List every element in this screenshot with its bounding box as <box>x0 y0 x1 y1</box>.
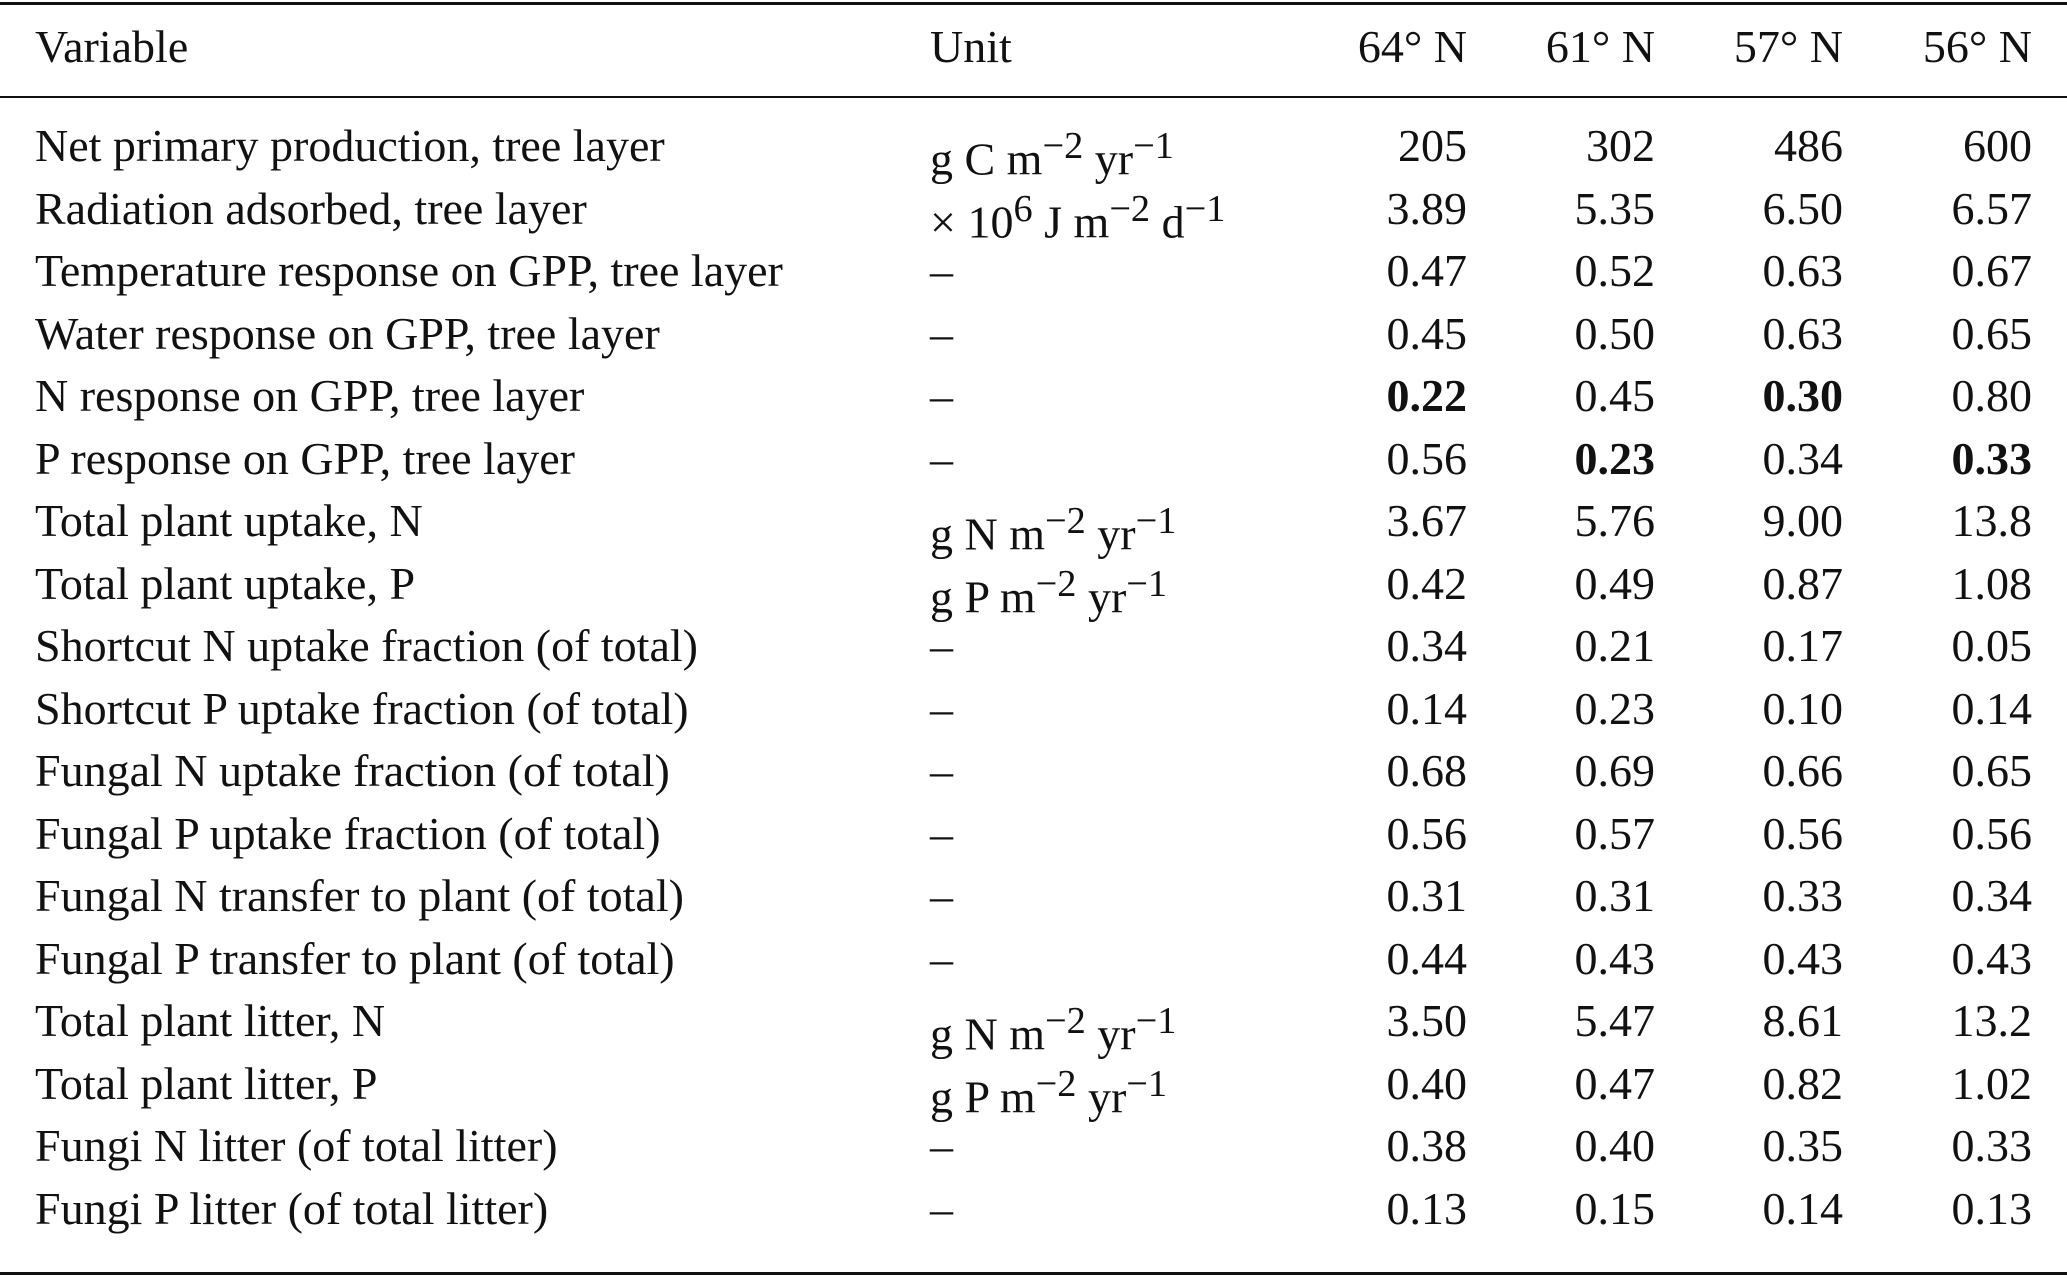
value-cell: 0.40 <box>1574 1120 1655 1171</box>
variable-cell: Total plant litter, P <box>35 1058 378 1109</box>
variable-cell: Total plant litter, N <box>35 995 386 1046</box>
value-cell: 0.65 <box>1951 745 2032 796</box>
value-cell: 0.49 <box>1574 558 1655 609</box>
value-cell: 0.17 <box>1762 620 1843 671</box>
table-row <box>0 241 2067 301</box>
header-site-57n: 57° N <box>1733 21 1843 72</box>
value-cell: 0.47 <box>1386 245 1467 296</box>
value-cell: 0.40 <box>1386 1058 1467 1109</box>
value-cell: 0.14 <box>1386 683 1467 734</box>
value-cell: 0.43 <box>1574 933 1655 984</box>
value-cell: 0.47 <box>1574 1058 1655 1109</box>
value-cell: 5.47 <box>1574 995 1655 1046</box>
value-cell: 0.31 <box>1386 870 1467 921</box>
header-rule <box>0 96 2067 98</box>
value-cell: 0.43 <box>1951 933 2032 984</box>
header-site-56n: 56° N <box>1922 21 2032 72</box>
unit-exponent: −1 <box>1133 125 1174 167</box>
unit-cell <box>930 616 953 676</box>
variable-cell: Fungi N litter (of total litter) <box>35 1120 558 1171</box>
value-cell: 0.34 <box>1762 433 1843 484</box>
unit-text: yr <box>1085 1008 1136 1060</box>
unit-cell <box>930 1054 1168 1123</box>
unit-text: g P m <box>930 1071 1036 1123</box>
table-row <box>0 991 2067 1060</box>
unit-text: g N m <box>930 508 1045 560</box>
value-cell: 8.61 <box>1762 995 1843 1046</box>
unit-cell <box>930 741 953 801</box>
top-rule <box>0 2 2067 5</box>
table-row <box>0 1179 2067 1239</box>
unit-exponent: −2 <box>1035 563 1077 605</box>
table-row <box>0 366 2067 426</box>
value-cell: 0.67 <box>1951 245 2032 296</box>
value-cell: 6.50 <box>1762 183 1843 234</box>
unit-text: – <box>930 933 953 984</box>
unit-cell <box>930 179 1226 248</box>
unit-text: yr <box>1076 1071 1127 1123</box>
unit-exponent: −1 <box>1135 1000 1177 1042</box>
header-site-61n: 61° N <box>1545 21 1655 72</box>
unit-text: g N m <box>930 1008 1045 1060</box>
value-cell: 1.08 <box>1951 558 2032 609</box>
header-site-64n: 64° N <box>1357 21 1467 72</box>
variable-cell: Shortcut N uptake fraction (of total) <box>35 620 698 671</box>
value-cell: 0.13 <box>1951 1183 2032 1234</box>
value-cell: 600 <box>1963 120 2032 171</box>
value-cell: 0.23 <box>1574 433 1655 484</box>
value-cell: 0.33 <box>1762 870 1843 921</box>
value-cell: 0.57 <box>1574 808 1655 859</box>
table-row <box>0 679 2067 739</box>
table-row <box>0 116 2067 185</box>
value-cell: 1.02 <box>1951 1058 2032 1109</box>
variable-cell: P response on GPP, tree layer <box>35 433 575 484</box>
value-cell: 3.89 <box>1386 183 1467 234</box>
variable-cell: Fungal N transfer to plant (of total) <box>35 870 684 921</box>
value-cell: 0.63 <box>1762 308 1843 359</box>
unit-text: yr <box>1085 508 1136 560</box>
table-row <box>0 804 2067 864</box>
value-cell: 302 <box>1586 120 1655 171</box>
table-row <box>0 1116 2067 1176</box>
unit-text: – <box>930 245 953 296</box>
value-cell: 3.50 <box>1386 995 1467 1046</box>
unit-cell <box>930 1116 953 1176</box>
variable-cell: Net primary production, tree layer <box>35 120 665 171</box>
unit-text: – <box>930 870 953 921</box>
value-cell: 0.56 <box>1386 433 1467 484</box>
value-cell: 0.22 <box>1386 370 1467 421</box>
variable-cell: Fungi P litter (of total litter) <box>35 1183 549 1234</box>
value-cell: 0.14 <box>1951 683 2032 734</box>
unit-exponent: −1 <box>1184 188 1226 230</box>
value-cell: 0.82 <box>1762 1058 1843 1109</box>
value-cell: 0.42 <box>1386 558 1467 609</box>
unit-cell <box>930 679 953 739</box>
table-row <box>0 491 2067 560</box>
value-cell: 0.65 <box>1951 308 2032 359</box>
unit-text: J m <box>1032 196 1110 248</box>
unit-cell <box>930 304 953 364</box>
value-cell: 0.66 <box>1762 745 1843 796</box>
unit-text: – <box>930 370 953 421</box>
unit-exponent: −2 <box>1035 1063 1077 1105</box>
value-cell: 0.56 <box>1762 808 1843 859</box>
table-row <box>0 741 2067 801</box>
value-cell: 0.13 <box>1386 1183 1467 1234</box>
unit-cell <box>930 929 953 989</box>
value-cell: 0.23 <box>1574 683 1655 734</box>
unit-cell <box>930 991 1177 1060</box>
unit-text: – <box>930 808 953 859</box>
value-cell: 0.31 <box>1574 870 1655 921</box>
variable-cell: Fungal N uptake fraction (of total) <box>35 745 670 796</box>
value-cell: 0.34 <box>1386 620 1467 671</box>
unit-text: g P m <box>930 571 1036 623</box>
value-cell: 3.67 <box>1386 495 1467 546</box>
variable-cell: Shortcut P uptake fraction (of total) <box>35 683 689 734</box>
variable-cell: Radiation adsorbed, tree layer <box>35 183 587 234</box>
value-cell: 0.80 <box>1951 370 2032 421</box>
unit-exponent: −2 <box>1045 500 1086 542</box>
variable-cell: Water response on GPP, tree layer <box>35 308 660 359</box>
unit-text: – <box>930 620 953 671</box>
bottom-rule <box>0 1272 2067 1275</box>
unit-cell <box>930 429 953 489</box>
unit-cell <box>930 1179 953 1239</box>
unit-text: – <box>930 433 953 484</box>
value-cell: 486 <box>1774 120 1843 171</box>
value-cell: 5.35 <box>1574 183 1655 234</box>
table-row <box>0 179 2067 248</box>
unit-cell <box>930 804 953 864</box>
unit-exponent: −1 <box>1135 500 1177 542</box>
value-cell: 13.8 <box>1951 495 2032 546</box>
unit-cell <box>930 241 953 301</box>
unit-text: – <box>930 683 953 734</box>
header-row <box>0 17 2067 77</box>
unit-text: × 10 <box>930 196 1014 248</box>
unit-cell <box>930 366 953 426</box>
unit-text: d <box>1150 196 1185 248</box>
table-row <box>0 929 2067 989</box>
header-unit: Unit <box>930 21 1012 72</box>
header-variable: Variable <box>35 21 189 72</box>
table-row <box>0 866 2067 926</box>
unit-text: – <box>930 308 953 359</box>
value-cell: 0.33 <box>1951 433 2032 484</box>
value-cell: 6.57 <box>1951 183 2032 234</box>
unit-exponent: −2 <box>1042 125 1084 167</box>
value-cell: 0.38 <box>1386 1120 1467 1171</box>
value-cell: 0.45 <box>1386 308 1467 359</box>
table-row <box>0 429 2067 489</box>
value-cell: 0.45 <box>1574 370 1655 421</box>
unit-exponent: −2 <box>1109 188 1151 230</box>
unit-exponent: 6 <box>1013 188 1033 230</box>
value-cell: 0.68 <box>1386 745 1467 796</box>
unit-text: yr <box>1083 133 1134 185</box>
value-cell: 0.14 <box>1762 1183 1843 1234</box>
variable-cell: N response on GPP, tree layer <box>35 370 585 421</box>
unit-cell <box>930 554 1168 623</box>
value-cell: 0.33 <box>1951 1120 2032 1171</box>
value-cell: 0.34 <box>1951 870 2032 921</box>
unit-text: g C m <box>930 133 1043 185</box>
variable-cell: Fungal P uptake fraction (of total) <box>35 808 661 859</box>
value-cell: 0.05 <box>1951 620 2032 671</box>
table-row <box>0 554 2067 623</box>
value-cell: 0.15 <box>1574 1183 1655 1234</box>
value-cell: 205 <box>1398 120 1467 171</box>
unit-exponent: −2 <box>1045 1000 1086 1042</box>
value-cell: 0.44 <box>1386 933 1467 984</box>
unit-exponent: −1 <box>1126 563 1168 605</box>
value-cell: 0.35 <box>1762 1120 1843 1171</box>
variable-cell: Total plant uptake, N <box>35 495 423 546</box>
table-row <box>0 304 2067 364</box>
unit-cell <box>930 491 1177 560</box>
variable-cell: Temperature response on GPP, tree layer <box>35 245 783 296</box>
unit-cell <box>930 116 1174 185</box>
unit-text: yr <box>1076 571 1127 623</box>
value-cell: 0.50 <box>1574 308 1655 359</box>
unit-text: – <box>930 745 953 796</box>
table-row <box>0 1054 2067 1123</box>
value-cell: 0.21 <box>1574 620 1655 671</box>
value-cell: 0.69 <box>1574 745 1655 796</box>
unit-exponent: −1 <box>1126 1063 1168 1105</box>
variable-cell: Fungal P transfer to plant (of total) <box>35 933 675 984</box>
value-cell: 0.56 <box>1951 808 2032 859</box>
unit-text: – <box>930 1183 953 1234</box>
unit-cell <box>930 866 953 926</box>
value-cell: 5.76 <box>1574 495 1655 546</box>
value-cell: 0.30 <box>1762 370 1843 421</box>
value-cell: 13.2 <box>1951 995 2032 1046</box>
value-cell: 0.43 <box>1762 933 1843 984</box>
value-cell: 0.52 <box>1574 245 1655 296</box>
value-cell: 0.10 <box>1762 683 1843 734</box>
value-cell: 0.87 <box>1762 558 1843 609</box>
unit-text: – <box>930 1120 953 1171</box>
variable-cell: Total plant uptake, P <box>35 558 416 609</box>
table-row <box>0 616 2067 676</box>
value-cell: 0.63 <box>1762 245 1843 296</box>
value-cell: 0.56 <box>1386 808 1467 859</box>
value-cell: 9.00 <box>1762 495 1843 546</box>
